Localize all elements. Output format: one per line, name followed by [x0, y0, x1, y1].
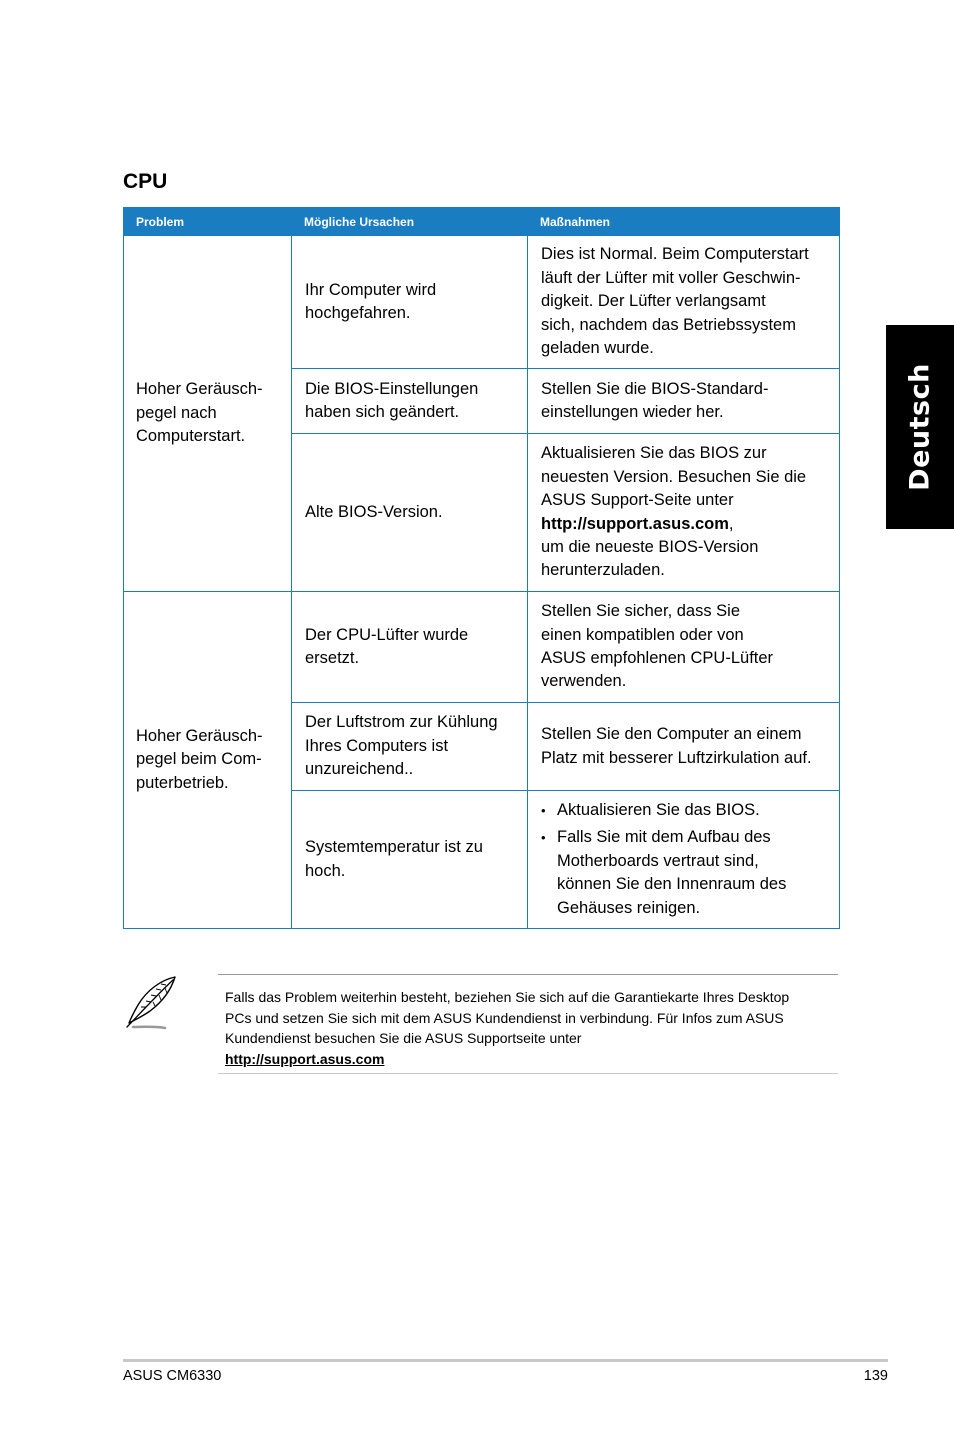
- cause-cell: Systemtemperatur ist zu hoch.: [292, 791, 528, 929]
- feather-quill-icon: [121, 974, 179, 1032]
- cause-cell: Ihr Computer wird hochgefahren.: [292, 236, 528, 369]
- table-row: [124, 592, 840, 703]
- action-cell: [528, 434, 840, 592]
- note-box: [218, 974, 838, 1074]
- table-row: [124, 236, 840, 369]
- action-text: , um die neueste BIOS-Version herunterzuladen.: [541, 514, 759, 580]
- action-bullet-list: [541, 799, 827, 920]
- action-cell: Stellen Sie sicher, dass Sie einen kompatiblen oder von ASUS empfohlenen CPU-Lüfter verwenden.: [528, 592, 840, 703]
- cpu-troubleshooting-table: [123, 207, 840, 929]
- cause-cell: Der Luftstrom zur Kühlung Ihres Computers ist unzureichend..: [292, 703, 528, 791]
- action-cell: Dies ist Normal. Beim Computerstart läuft der Lüfter mit voller Geschwin- digkeit. Der Lüfter verlangsamt sich, nachdem das Betriebssystem geladen wurde.: [528, 236, 840, 369]
- language-tab: [886, 325, 954, 529]
- list-item: • Falls Sie mit dem Aufbau des Motherboards vertraut sind, können Sie den Innenraum des Gehäuses reinigen.: [541, 826, 827, 920]
- support-link[interactable]: http://support.asus.com: [541, 514, 729, 533]
- table-header-row: [124, 208, 840, 236]
- cause-cell: Die BIOS-Einstellungen haben sich geändert.: [292, 369, 528, 434]
- footer-divider: [123, 1359, 888, 1362]
- header-problem: Problem: [124, 208, 292, 236]
- action-cell: [528, 791, 840, 929]
- cause-cell: Der CPU-Lüfter wurde ersetzt.: [292, 592, 528, 703]
- problem-cell: Hoher Geräusch- pegel beim Com- puterbetrieb.: [124, 592, 292, 929]
- page-number: 139: [863, 1368, 888, 1384]
- header-actions: Maßnahmen: [528, 208, 840, 236]
- language-tab-label: Deutsch: [904, 363, 936, 491]
- note-text: [225, 987, 837, 1069]
- header-causes: Mögliche Ursachen: [292, 208, 528, 236]
- action-cell: Stellen Sie den Computer an einem Platz mit besserer Luftzirkulation auf.: [528, 703, 840, 791]
- action-text: Aktualisieren Sie das BIOS zur neuesten Version. Besuchen Sie die ASUS Support-Seite unter: [541, 444, 807, 510]
- action-cell: Stellen Sie die BIOS-Standard- einstellungen wieder her.: [528, 369, 840, 434]
- note-support-link[interactable]: http://support.asus.com: [225, 1050, 385, 1067]
- problem-cell: Hoher Geräusch- pegel nach Computerstart.: [124, 236, 292, 592]
- list-item: • Aktualisieren Sie das BIOS.: [541, 799, 827, 822]
- cause-cell: Alte BIOS-Version.: [292, 434, 528, 592]
- note-body: Falls das Problem weiterhin besteht, beziehen Sie sich auf die Garantiekarte Ihres Desktop PCs und setzen Sie sich mit dem ASUS Kundendienst in verbindung. Für Infos zum ASUS Kundendienst besuchen Sie die ASUS Supportseite unter: [225, 989, 790, 1046]
- section-title: CPU: [123, 170, 168, 193]
- footer-model: ASUS CM6330: [123, 1368, 222, 1384]
